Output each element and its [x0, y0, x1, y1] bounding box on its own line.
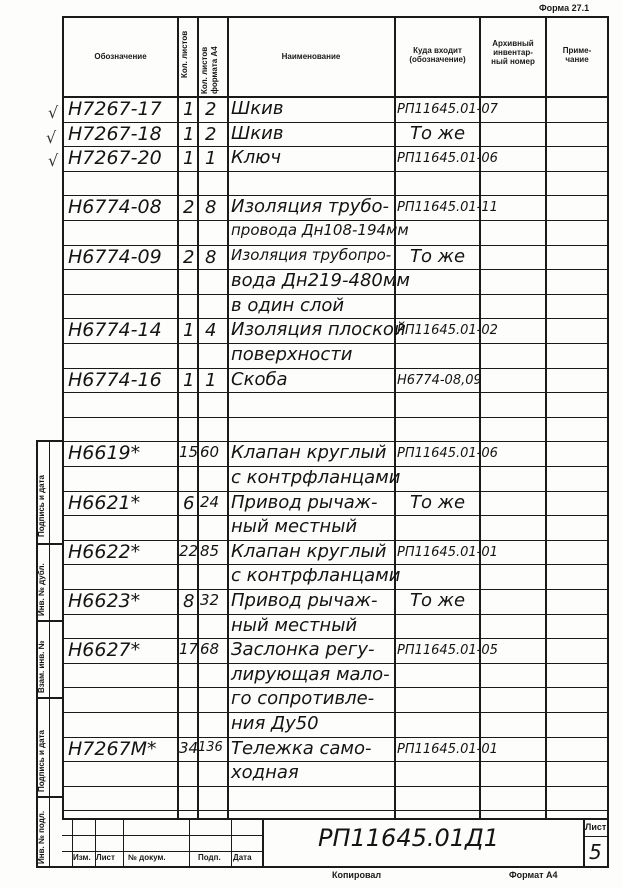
side-label-vzam-inv: Взам. инв. №: [37, 640, 46, 693]
designation-cell: Н6774-08: [68, 196, 162, 219]
sheet-label: Лист: [585, 822, 607, 832]
form-label: Форма 27.1: [539, 3, 590, 13]
designation-cell: Н7267-20: [68, 147, 162, 170]
sheets-count-cell: 2: [183, 197, 195, 219]
where-used-cell: РП11645.01-11: [397, 200, 498, 216]
where-used-cell: РП11645.01-06: [397, 446, 498, 462]
where-used-cell: То же: [410, 590, 466, 611]
where-used-cell: РП11645.01-01: [397, 741, 498, 757]
side-label-sign-date-1: Подпись и дата: [37, 475, 46, 537]
designation-cell: Н6621*: [68, 491, 141, 514]
designation-cell: Н6774-09: [68, 245, 162, 268]
name-cell: провода Дн108-194мм: [231, 221, 409, 239]
designation-cell: Н6622*: [68, 540, 141, 563]
format-label: Формат А4: [509, 870, 558, 880]
where-used-cell: Н6774-08,09: [397, 372, 482, 388]
designation-cell: Н6619*: [68, 442, 141, 465]
side-label-sign-date-2: Подпись и дата: [37, 730, 46, 792]
name-cell: ния Ду50: [231, 713, 319, 734]
sheets-count-cell: 22: [179, 541, 199, 560]
name-cell: Клапан круглый: [231, 442, 387, 464]
name-cell: ный местный: [231, 516, 358, 538]
header-designation: Обозначение: [94, 52, 147, 61]
sheets-count-cell: 1: [183, 99, 195, 120]
sheets-count-cell: 1: [183, 320, 195, 342]
a4-count-cell: 68: [200, 640, 220, 659]
sheets-count-cell: 1: [183, 369, 195, 391]
col-sign: Подп.: [198, 853, 221, 862]
a4-count-cell: 8: [205, 246, 217, 268]
designation-cell: Н6774-14: [68, 319, 162, 342]
name-cell: Ключ: [231, 147, 282, 169]
a4-count-cell: 8: [205, 197, 217, 219]
designation-cell: Н6627*: [68, 639, 141, 662]
sheets-count-cell: 15: [179, 443, 199, 462]
row-rule: [62, 392, 609, 393]
copied-label: Копировал: [332, 870, 382, 880]
row-rule: [62, 786, 609, 787]
name-cell: поверхности: [231, 344, 353, 365]
header-note: Приме- чание: [562, 46, 592, 64]
where-used-cell: То же: [410, 491, 466, 513]
sheets-count-cell: 2: [183, 246, 195, 268]
a4-count-cell: 60: [200, 443, 220, 462]
row-rule: [62, 712, 609, 713]
col-date: Дата: [233, 853, 252, 862]
where-used-cell: То же: [410, 122, 466, 144]
a4-count-cell: 4: [205, 320, 217, 342]
designation-cell: Н7267-17: [68, 98, 162, 120]
designation-cell: Н7267-18: [68, 122, 162, 145]
col-list: Лист: [96, 853, 115, 862]
name-cell: ходная: [231, 762, 299, 784]
name-cell: вода Дн219-480мм: [231, 270, 411, 292]
row-rule: [62, 761, 609, 762]
row-rule: [62, 810, 609, 811]
where-used-cell: РП11645.01-02: [397, 323, 498, 339]
row-rule: [62, 417, 609, 418]
name-cell: Привод рычаж-: [231, 491, 378, 513]
name-cell: Привод рычаж-: [231, 590, 378, 611]
name-cell: ный местный: [231, 614, 358, 636]
sheets-count-cell: 34: [179, 738, 199, 757]
designation-cell: Н7267М*: [68, 737, 157, 760]
check-mark-icon: √: [48, 103, 59, 122]
header-a4-count: Кол. листов формата А4: [200, 46, 219, 94]
header-where-used: Куда входит (обозначение): [409, 46, 466, 64]
a4-count-cell: 24: [200, 492, 220, 511]
name-cell: Клапан круглый: [231, 540, 387, 562]
check-mark-icon: √: [46, 128, 57, 147]
name-cell: Скоба: [231, 368, 288, 390]
header-sheets-count: Кол. листов: [180, 30, 189, 78]
col-doc-num: № докум.: [128, 853, 166, 862]
header-archive-number: Архивный инвентар- ный номер: [491, 39, 535, 66]
name-cell: в один слой: [231, 294, 345, 316]
a4-count-cell: 136: [198, 739, 223, 755]
side-label-inv-dubl: Инв. № дубл.: [37, 563, 46, 616]
sheets-count-cell: 6: [183, 492, 195, 514]
where-used-cell: РП11645.01-07: [397, 102, 498, 117]
where-used-cell: РП11645.01-05: [397, 643, 498, 659]
col-izm: Изм.: [73, 853, 91, 862]
where-used-cell: РП11645.01-01: [397, 544, 498, 560]
name-cell: Шкив: [231, 98, 284, 119]
name-cell: Тележка само-: [231, 737, 372, 759]
sheets-count-cell: 8: [183, 591, 195, 612]
name-cell: Изоляция плоской: [231, 319, 406, 341]
sheets-count-cell: 1: [183, 148, 195, 170]
side-label-inv-orig: Инв. № подл.: [37, 810, 46, 864]
sheets-count-cell: 17: [179, 640, 199, 659]
row-rule: [62, 171, 609, 172]
name-cell: Изоляция трубо-: [231, 196, 390, 218]
header-name: Наименование: [281, 52, 341, 61]
a4-count-cell: 2: [205, 123, 217, 145]
sheet-number: 5: [589, 840, 602, 864]
name-cell: го сопротивле-: [231, 688, 375, 710]
a4-count-cell: 85: [200, 541, 220, 560]
a4-count-cell: 1: [205, 148, 217, 170]
name-cell: Шкив: [231, 122, 284, 144]
designation-cell: Н6774-16: [68, 368, 162, 391]
where-used-cell: РП11645.01-06: [397, 151, 498, 167]
name-cell: Заслонка регу-: [231, 639, 375, 661]
designation-cell: Н6623*: [68, 590, 141, 612]
where-used-cell: То же: [410, 245, 466, 267]
a4-count-cell: 1: [205, 369, 217, 391]
document-code: РП11645.01Д1: [318, 824, 500, 852]
name-cell: Изоляция трубопро-: [231, 245, 392, 264]
a4-count-cell: 32: [200, 591, 220, 609]
a4-count-cell: 2: [205, 99, 217, 120]
sheets-count-cell: 1: [183, 123, 195, 145]
name-cell: лирующая мало-: [231, 663, 390, 685]
check-mark-icon: √: [48, 151, 59, 170]
name-cell: с контрфланцами: [231, 565, 401, 587]
name-cell: с контрфланцами: [231, 467, 401, 488]
